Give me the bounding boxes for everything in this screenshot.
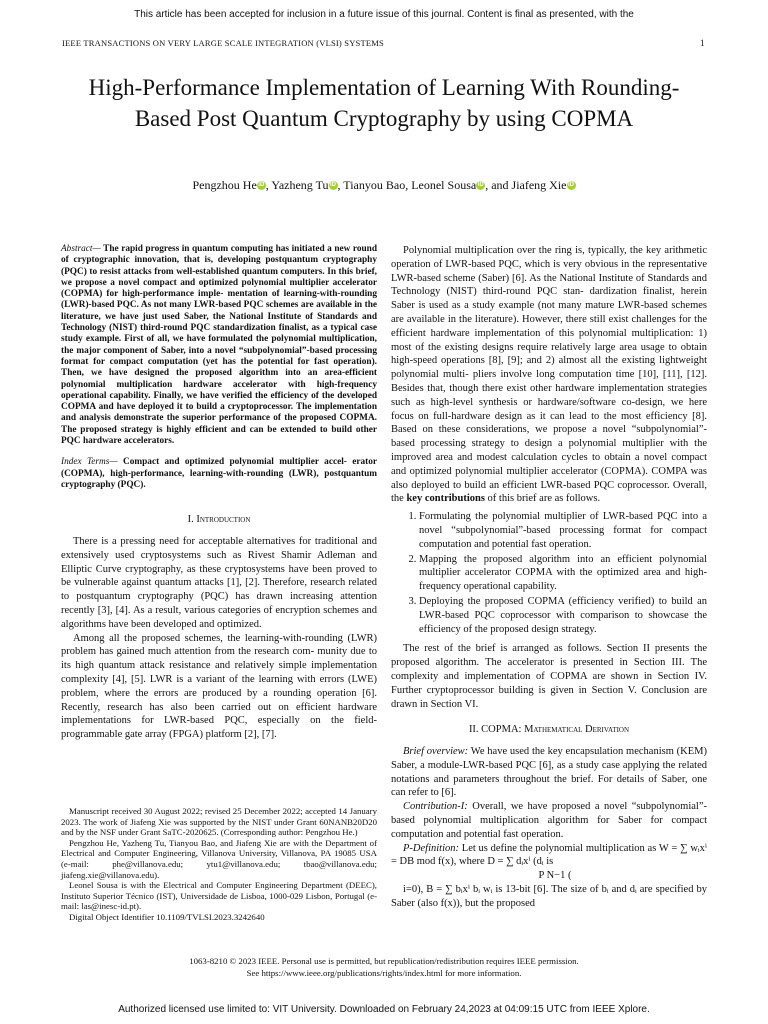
copyright-line: 1063-8210 © 2023 IEEE. Personal use is permitted, but republication/redistribution requires IEEE permission. xyxy=(189,956,579,966)
contribution-item: 2. Mapping the proposed algorithm into an efficient polynomial multiplier accelerator COPMA with the optimized area and high-frequency operational capability. xyxy=(419,553,707,594)
contribution-1-text: Overall, we have proposed a novel “subpolynomial”-based polynomial multiplication algorithm for Saber for compact computation and potential fast operation. xyxy=(391,801,707,840)
orcid-icon[interactable]: iD xyxy=(568,182,575,188)
page-number: 1 xyxy=(700,38,705,48)
top-notice: This article has been accepted for inclusion in a future issue of this journal. Content is final as presented, with the xyxy=(134,9,634,20)
footnote-affiliation-lisbon: Leonel Sousa is with the Electrical and Computer Engineering Department (DEEC), Instituto Superior Técnico (IST), Universidade de Lisboa, 1000-029 Lisbon, Portugal (e-mail: las@inesc-id.pt). xyxy=(61,880,377,912)
contribution-item: 1. Formulating the polynomial multiplier of LWR-based PQC into a novel “subpolynomial”-based processing format for compact computation and potential fast operation. xyxy=(419,510,707,551)
p-definition-paragraph xyxy=(391,842,707,870)
footnote-affiliation-villanova: Pengzhou He, Yazheng Tu, Tianyou Bao, and Jiafeng Xie are with the Department of Electrical and Computer Engineering, Villanova University, Villanova, PA 19085 USA (e-mail: phe@villanova.edu; ytu1@villanova.edu; tbao@villanova.edu; jiafeng.xie@villanova.edu). xyxy=(61,837,377,880)
brief-overview-paragraph xyxy=(391,745,707,800)
right-paragraph-2: The rest of the brief is arranged as follows. Section II presents the proposed algorithm. The accelerator is presented in Section III. The complexity and implementation of COPMA are shown in Section IV. Further cryptoprocessor building is given in Section V. Conclusion are drawn in Section VI. xyxy=(391,643,707,710)
footnote-manuscript: Manuscript received 30 August 2022; revised 25 December 2022; accepted 14 January 2023. The work of Jiafeng Xie was supported by the NIST under Grant 60NANB20D20 and by the NSF under Grant SaTC-2020625. (Corresponding author: Pengzhou He.) xyxy=(61,806,377,838)
author-name: Leonel Sousa xyxy=(411,178,477,192)
section-heading-derivation: II. COPMA: Mathematical Derivation xyxy=(468,724,630,736)
author-separator: , xyxy=(337,178,344,192)
brief-overview-text: We have used the key encapsulation mechanism (KEM) Saber, a module-LWR-based PQC [6], as a study case applying the related notations and parameters throughout the brief. For details of Saber, one can refer to [6]. xyxy=(391,746,707,799)
author-name: Tianyou Bao xyxy=(343,178,406,192)
paper-title: High-Performance Implementation of Learning With Rounding-Based Post Quantum Cryptography by using COPMA xyxy=(88,75,680,131)
orcid-icon[interactable]: iD xyxy=(477,182,484,188)
orcid-icon[interactable]: iD xyxy=(330,182,336,188)
abstract-text: The rapid progress in quantum computing has initiated a new round of cryptographic innovation, that is, developing postquantum cryptography (PQC) to resist attacks from well-established quantum computers. In this brief, we propose a novel compact and optimized polynomial multiplier accelerator (COPMA) for high-performance imple- mentation of learning-with-rounding (LWR)-based PQC. As not many LWR-based PQC schemes are available in the literature, we have just used Saber, the National Institute of Standards and Technology (NIST) third-round PQC standardization finalist, as a typical case study example. First of all, we have formulated the polynomial multiplication, the major component of Saber, into a novel “subpolynomial”-based processing format for compact computation (yet has the potential for fast operation). Then, we have designed the proposed algorithm into an area-efficient polynomial multiplication hardware accelerator with high-frequency operational capability. Finally, we have verified the efficiency of the developed COPMA and have deployed it to build a cryptoprocessor. The implementation and analysis demonstrate the superior performance of the proposed COPMA. The proposed strategy is highly efficient and can be extended to build other PQC hardware accelerators. xyxy=(61,244,377,447)
orcid-icon[interactable]: iD xyxy=(258,182,265,188)
author-separator: , xyxy=(405,178,412,192)
author-separator: , xyxy=(265,178,272,192)
right-paragraph-1 xyxy=(391,244,707,506)
footnotes xyxy=(61,806,377,923)
author-separator: , and xyxy=(485,178,512,192)
key-contributions-tail: of this brief are as follows. xyxy=(484,493,601,505)
author-name: Jiafeng Xie xyxy=(511,178,567,192)
equation-line-2: i=0), B = ∑ bᵢxⁱ bᵢ wᵢ is 13-bit [6]. The size of bᵢ and dᵢ are specified by Saber (also f(x)), but the proposed xyxy=(391,884,707,909)
rights-link-line: See https://www.ieee.org/publications/rights/index.html for more information. xyxy=(246,967,522,978)
bottom-notice: Authorized licensed use limited to: VIT University. Downloaded on February 24,2023 at 04:09:15 UTC from IEEE Xplore. xyxy=(118,1004,650,1015)
copyright-footer xyxy=(0,956,768,979)
author-list xyxy=(60,178,708,193)
contribution-1-paragraph xyxy=(391,800,707,841)
intro-paragraph-1: There is a pressing need for acceptable alternatives for traditional and extensively used cryptosystems such as Rivest Shamir Adleman and Elliptic Curve cryptography, as these cryptosystems have been proved to be vulnerable against quantum attacks [1], [2]. Therefore, research related to postquantum cryptography (PQC) has drawn increasing attention recently [3], [4]. As a result, various categories of encryption schemes and algorithms have been developed and optimized. xyxy=(61,536,377,630)
index-terms-label: Index Terms xyxy=(61,457,110,468)
abstract: Abstract— The rapid progress in quantum computing has initiated a new round of cryptographic innovation, that is, developing postquantum cryptography (PQC) to resist attacks from well-established quantum computers. In this brief, we propose a novel compact and optimized polynomial multiplier accelerator (COPMA) for high-performance imple- mentation of learning-with-rounding (LWR)-based PQC. As not many LWR-based PQC schemes are available in the literature, we have just used Saber, the National Institute of Standards and Technology (NIST) third-round PQC standardization finalist, as a typical case study example. First of all, we have formulated the polynomial multiplication, the major component of Saber, into a novel “subpolynomial”-based processing format for compact computation (yet has the potential for fast operation). Then, we have designed the proposed algorithm into an area-efficient polynomial multiplication hardware accelerator with high-frequency operational capability. Finally, we have verified the efficiency of the developed COPMA and have deployed it to build a cryptoprocessor. The implementation and analysis demonstrate the superior performance of the proposed COPMA. The proposed strategy is highly efficient and can be extended to build other PQC hardware accelerators. xyxy=(61,244,377,447)
left-column xyxy=(61,244,377,742)
intro-paragraph-2: Among all the proposed schemes, the learning-with-rounding (LWR) problem has gained much attention from the research com- munity due to its high quantum attack resistance and relatively simple implementation complexity [4], [5]. LWR is a variant of the learning with errors (LWE) problem, where the errors are produced by a rounding operation [6]. Recently, research has also been carried out on efficient hardware implementations for LWR-based PQC, especially on the field-programmable gate array (FPGA) platform [2], [7]. xyxy=(61,632,377,741)
equation-line-1: P N−1 ( xyxy=(538,870,572,882)
brief-overview-label: Brief overview: xyxy=(403,746,469,758)
running-head: IEEE TRANSACTIONS ON VERY LARGE SCALE INTEGRATION (VLSI) SYSTEMS xyxy=(62,38,384,48)
index-terms-text: Compact and optimized polynomial multiplier accel- erator (COPMA), high-performance, learning-with-rounding (LWR), postquantum cryptography (PQC). xyxy=(61,457,377,490)
key-contributions-bold: key contributions xyxy=(406,493,485,505)
section-heading-introduction: I. Introduction xyxy=(187,514,251,526)
p-definition-label: P-Definition: xyxy=(403,842,459,854)
author-name: Yazheng Tu xyxy=(271,178,329,192)
contribution-1-label: Contribution-I: xyxy=(403,801,468,813)
abstract-label: Abstract xyxy=(61,244,93,254)
contribution-item: 3. Deploying the proposed COPMA (efficiency verified) to build an LWR-based PQC coprocessor with comparison to showcase the efficiency of the proposed design strategy. xyxy=(419,595,707,636)
index-terms: Index Terms— Compact and optimized polynomial multiplier accel- erator (COPMA), high-performance, learning-with-rounding (LWR), postquantum cryptography (PQC). xyxy=(61,457,377,490)
p-definition-text: Let us define the polynomial multiplication as W = ∑ wᵢxⁱ = DB mod f(x), where D = ∑ dᵢxⁱ (dᵢ is xyxy=(391,842,707,868)
right-paragraph-1-text: Polynomial multiplication over the ring is, typically, the key arithmetic operation of LWR-based PQC, which is very obvious in the representative LWR-based scheme (Saber) [6]. As the National Institute of Standards and Technology (NIST) third-round PQC stan- dardization finalist, herein Saber is used as a study example (not many mature LWR-based schemes are available in the literature). However, there still exist challenges for the efficient hardware implementation of this polynomial multiplication: 1) most of the existing designs require relatively large area usage to obtain high-speed operations [8], [9]; and 2) almost all the existing lightweight polynomial multi- pliers involve long computation time [10], [11], [12]. Besides that, though there exist other hardware implementation strategies such as high-level synthesis or hardware/software co-design, we here focus on full-hardware design as it can lead to the most efficiency [8]. Based on these considerations, we propose a novel “subpolynomial”- based processing strategy to design a polynomial multiplier with the improved area and modest calculation cycles to obtain a novel compact and optimized polynomial multiplier accelerator (COPMA). COMPA was also deployed to build an efficient LWR-based PQC coprocessor. Overall, the xyxy=(391,245,707,505)
right-column xyxy=(391,244,707,911)
author-name: Pengzhou He xyxy=(192,178,257,192)
footnote-doi: Digital Object Identifier 10.1109/TVLSI.2023.3242640 xyxy=(69,911,265,922)
contributions-list xyxy=(391,510,707,636)
